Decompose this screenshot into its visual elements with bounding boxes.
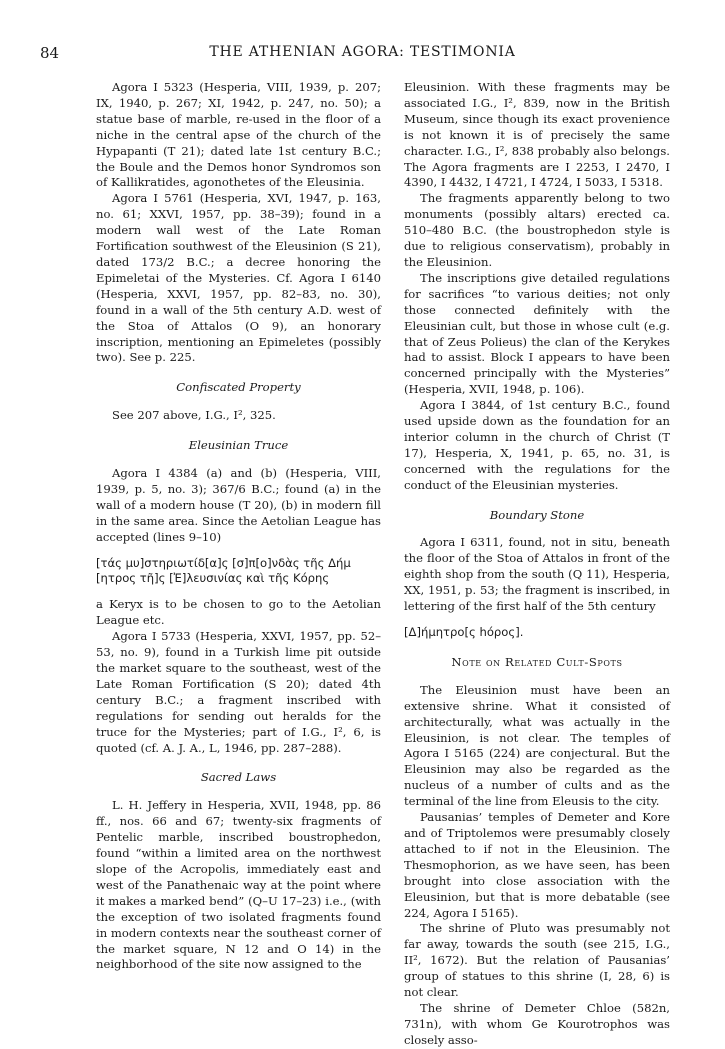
page-header xyxy=(40,44,685,66)
paragraph-agora-i-3844: Agora I 3844, of 1st century B.C., found used upside down as the foundation for an interior column in the church of Christ (T 17), Hesperia, X, 1941, p. 65, no. 31, is concerned with the regulations for the conduct of the Eleusinian mysteries. xyxy=(404,398,670,492)
paragraph-eleusinion-shrine: The Eleusinion must have been an extensive shrine. What it consisted of architecturally, what was actually in the Eleusinion, is not clear. The temples of Agora I 5165 (224) are conjectural. But the Eleusinion may also be regarded as the nucleus of a number of cults and as the terminal of the line from Eleusis to the city. xyxy=(404,682,670,809)
heading-boundary-stone: Boundary Stone xyxy=(489,507,585,522)
paragraph-monuments: The fragments apparently belong to two monuments (possibly altars) erected ca. 510–480 B.C. (the boustrophedon style is due to religious conservatism), probably in the Eleusinion. xyxy=(404,191,670,269)
page-number: 84 xyxy=(40,44,60,62)
paragraph-shrine-of-pluto: The shrine of Pluto was presumably not far away, towards the south (see 215, I.G., II², 1672). But the relation of Pausanias’ group of statues to this shrine (I, 28, 6) is not clear. xyxy=(404,921,670,1000)
running-title: THE ATHENIAN AGORA: TESTIMONIA xyxy=(209,44,516,60)
heading-sacred-laws: Sacred Laws xyxy=(200,770,277,785)
paragraph-jeffery: L. H. Jeffery in Hesperia, XVII, 1948, pp. 86 ff., nos. 66 and 67; twenty-six fragments of Pentelic marble, inscribed boustrophedon, found “within a limited area on the northwest slope of the Acropolis, immediately east and west of the Panathenaic way at the point where it makes a marked bend” (Q–U 17–23) i.e., (with the exception of two isolated fragments found in modern contexts near the southeast corner of the market square, N 12 and O 14) in the neighborhood of the site now assigned to the xyxy=(96,798,381,972)
greek-boundary-inscription: [Δ]ήμητρο[ς hόρος]. xyxy=(404,625,524,639)
right-column xyxy=(404,80,670,1049)
paragraph-agora-i-4384: Agora I 4384 (a) and (b) (Hesperia, VIII, 1939, p. 5, no. 3); 367/6 B.C.; found (a) in the wall of a modern house (T 20), (b) in modern fill in the same area. Since the Aetolian League has accepted (lines 9–10) xyxy=(96,466,381,544)
heading-note-related-cult-spots: Note on Related Cult-Spots xyxy=(451,654,623,669)
heading-confiscated-property: Confiscated Property xyxy=(176,380,301,395)
paragraph-eleusinion-fragments: Eleusinion. With these fragments may be associated I.G., I², 839, now in the British Museum, since though its exact provenience is not known it is of precisely the same character. I.G., I², 838 probably also belongs. The Agora fragments are I 2253, I 2470, I 4390, I 4432, I 4721, I 4724, I 5033, I 5318. xyxy=(404,80,670,190)
paragraph-agora-i-6311: Agora I 6311, found, not in situ, beneath the floor of the Stoa of Attalos in front of the eighth shop from the south (Q 11), Hesperia, XX, 1951, p. 53; the fragment is inscribed, in lettering of the first half of the 5th century xyxy=(404,535,670,614)
greek-inscription-quote xyxy=(96,556,381,588)
heading-eleusinian-truce: Eleusinian Truce xyxy=(188,438,289,453)
paragraph-keryx: a Keryx is to be chosen to go to the Aetolian League etc. xyxy=(96,597,381,628)
paragraph-demeter-chloe: The shrine of Demeter Chloe (582n, 731n), with whom Ge Kourotrophos was closely asso- xyxy=(404,1000,670,1047)
paragraph-agora-i-5323: Agora I 5323 (Hesperia, VIII, 1939, p. 207; IX, 1940, p. 267; XI, 1942, p. 247, no. 50); a statue base of marble, re-used in the floor of a niche in the central apse of the church of the Hypapanti (T 21); dated late 1st century B.C.; the Boule and the Demos honor Syndromos son of Kallikratides, agonothetes of the Eleusinia. xyxy=(96,80,381,190)
left-column xyxy=(96,80,381,973)
greek-line-1: [τάς μυ]στηριωτίδ[α]ς [σ]π[ο]νδὰς τῆς Δήμ xyxy=(96,555,351,570)
paragraph-pausanias-temples: Pausanias’ temples of Demeter and Kore and of Triptolemos were presumably closely attached to if not in the Eleusinion. The Thesmophorion, as we have seen, has been brought into close association with the Eleusinion, but that is more debatable (see 224, Agora I 5165). xyxy=(404,810,670,920)
paragraph-agora-i-5733: Agora I 5733 (Hesperia, XXVI, 1957, pp. 52–53, no. 9), found in a Turkish lime pit outside the market square to the southeast, west of the Late Roman Fortification (S 20); dated 4th century B.C.; a fragment inscribed with regulations for sending out heralds for the truce for the Mysteries; part of I.G., I², 6, is quoted (cf. A. J. A., L, 1946, pp. 287–288). xyxy=(96,629,381,755)
paragraph-agora-i-5761: Agora I 5761 (Hesperia, XVI, 1947, p. 163, no. 61; XXVI, 1957, pp. 38–39); found in a modern wall west of the Late Roman Fortification southwest of the Eleusinion (S 21), dated 173/2 B.C.; a decree honoring the Epimeletai of the Mysteries. Cf. Agora I 6140 (Hesperia, XXVI, 1957, pp. 82–83, no. 30), found in a wall of the 5th century A.D. west of the Stoa of Attalos (O 9), an honorary inscription, mentioning an Epimeletes (possibly two). See p. 225. xyxy=(96,191,381,365)
paragraph-confiscated: See 207 above, I.G., I², 325. xyxy=(112,408,276,423)
paragraph-regulations: The inscriptions give detailed regulations for sacrifices “to various deities; not only those connected definitely with the Eleusinian cult, but those in whose cult (e.g. that of Zeus Polieus) the clan of the Kerykes had to assist. Block I appears to have been concerned principally with the Mysteries” (Hesperia, XVII, 1948, p. 106). xyxy=(404,270,670,397)
greek-line-2: [ητρος τῆ]ς [Ἐ]λευσινίας καὶ τῆς Κόρης xyxy=(96,571,330,586)
